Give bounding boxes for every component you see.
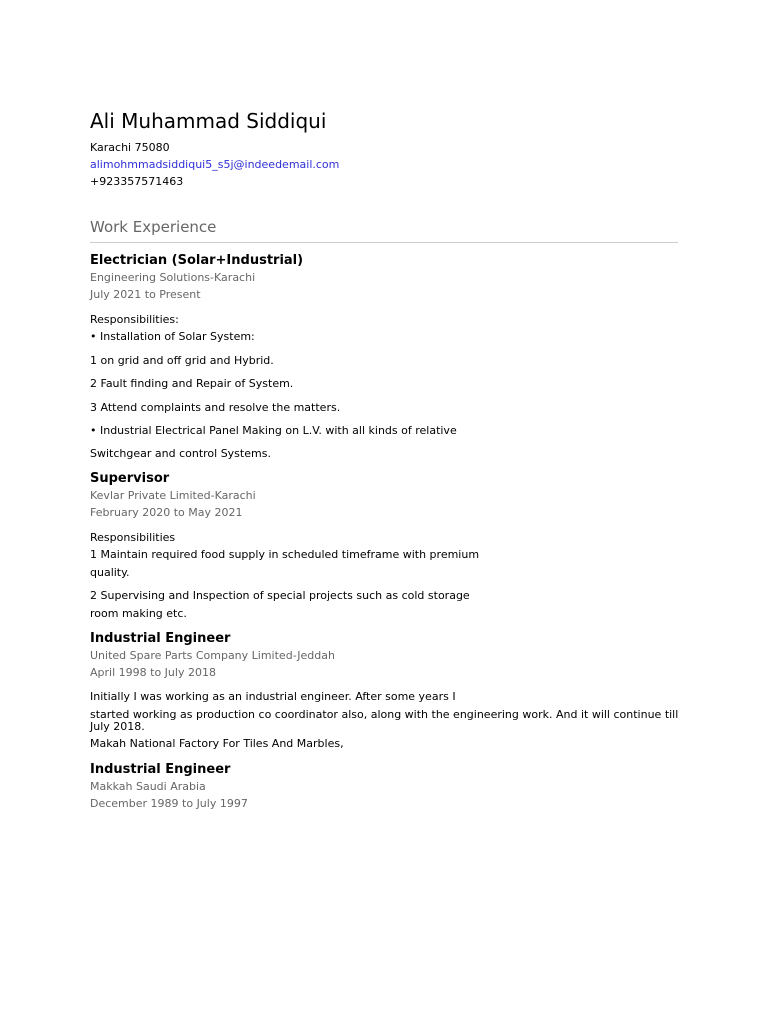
job-title: Supervisor [90,471,170,486]
job-dates: July 2021 to Present [90,288,201,301]
phone-text: +923357571463 [90,175,184,188]
job-company-line: Kevlar Private Limited-Karachi [90,489,256,502]
candidate-name: Ali Muhammad Siddiqui [90,109,327,133]
job-description-line: started working as production co coordinator also, along with the engineering work. And it will continue till July 2018. [90,708,679,733]
work-experience-heading: Work Experience [90,218,217,236]
job-location: Karachi [214,489,256,502]
job-company-line: United Spare Parts Company Limited-Jeddah [90,649,335,662]
location-text: Karachi 75080 [90,141,170,154]
job-location: Jeddah [297,649,335,662]
job-dates: December 1989 to July 1997 [90,797,248,810]
job-description-line: 3 Attend complaints and resolve the matters. [90,401,341,414]
job-title: Electrician (Solar+Industrial) [90,253,304,268]
job-description-line: 2 Supervising and Inspection of special projects such as cold storage [90,589,470,602]
job-dates: April 1998 to July 2018 [90,666,216,679]
job-dates: February 2020 to May 2021 [90,506,243,519]
job-description-line: Responsibilities [90,531,176,544]
job-description-line: room making etc. [90,607,187,620]
job-location: Karachi [214,271,256,284]
job-description-line: Makah National Factory For Tiles And Marbles, [90,737,344,750]
job-description-line: Responsibilities: [90,313,179,326]
job-company: Makkah Saudi Arabia [90,780,206,793]
job-description-line: • Industrial Electrical Panel Making on L.V. with all kinds of relative [90,424,457,437]
job-description-line: • Installation of Solar System: [90,330,255,343]
job-title: Industrial Engineer [90,631,231,646]
job-description-line: 1 on grid and off grid and Hybrid. [90,354,274,367]
job-description-line: 1 Maintain required food supply in scheduled timeframe with premium [90,548,480,561]
email-link[interactable]: alimohmmadsiddiqui5_s5j@indeedemail.com [90,158,340,171]
job-description-line: 2 Fault finding and Repair of System. [90,377,294,390]
job-company: Engineering Solutions [90,271,211,284]
job-description-line: Switchgear and control Systems. [90,447,271,460]
job-company: United Spare Parts Company Limited [90,649,293,662]
job-company-line: Engineering Solutions-Karachi [90,271,256,284]
job-company: Kevlar Private Limited [90,489,211,502]
job-description-line: quality. [90,566,130,579]
job-title: Industrial Engineer [90,762,231,777]
section-divider [90,242,678,243]
job-description-line: Initially I was working as an industrial engineer. After some years I [90,690,456,703]
